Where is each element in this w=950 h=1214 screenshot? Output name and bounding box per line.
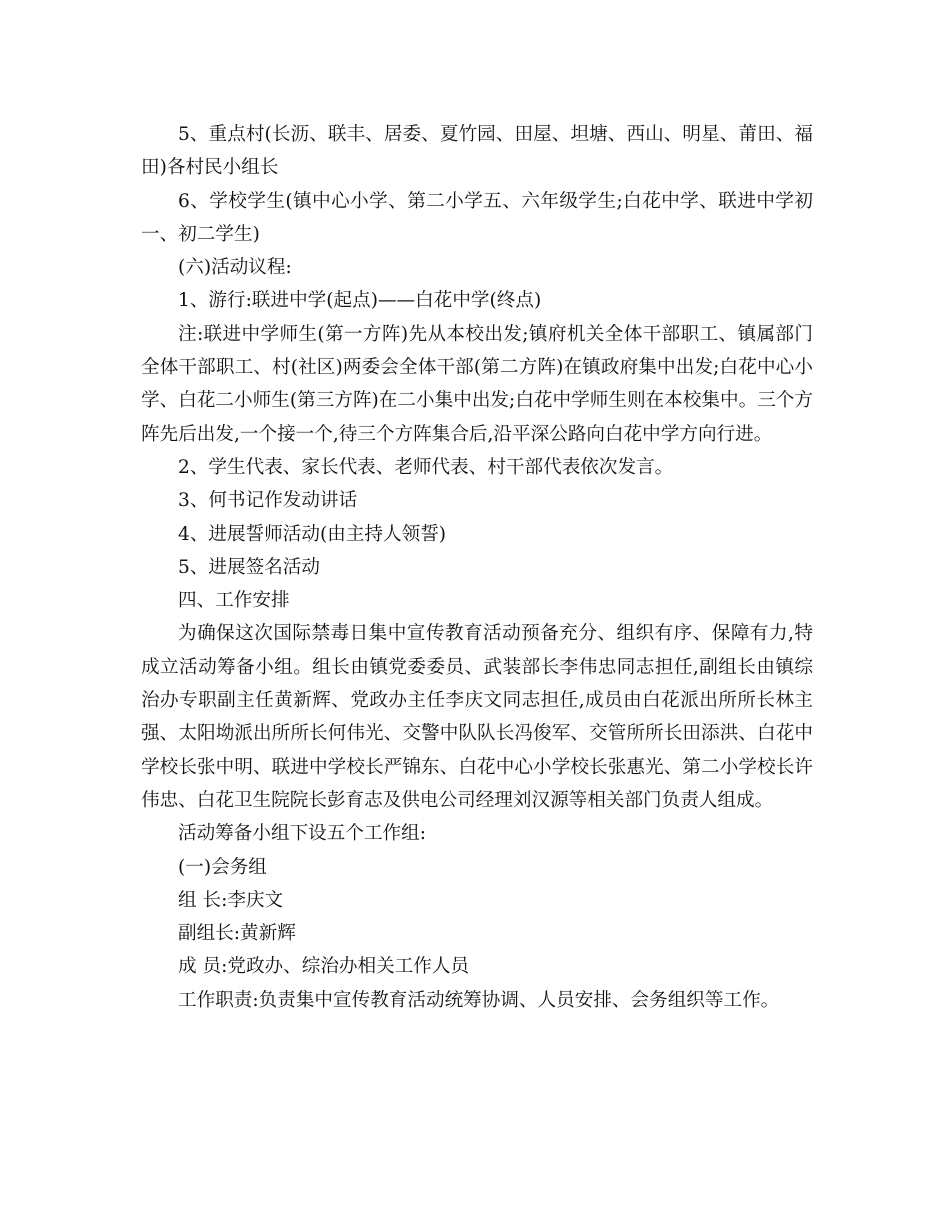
group-deputy-leader: 副组长:黄新辉 xyxy=(178,923,296,945)
paragraph-parade-note: 注:联进中学师生(第一方阵)先从本校出发;镇府机关全体干部职工、镇属部门全体干部职工、村(社区)两委会全体干部(第二方阵)在镇政府集中出发;白花中心小学、白花二小师生(第三方阵)在二小集中出发;白花中学师生则在本校集中。三个方阵先后出发,一个接一个,待三个方阵集合后,沿平深公路向白花中学方向行进。 xyxy=(141,323,813,445)
heading-activity-agenda: (六)活动议程: xyxy=(178,257,292,279)
heading-work-arrangement: 四、工作安排 xyxy=(178,590,290,612)
heading-conference-group: (一)会务组 xyxy=(178,856,267,878)
agenda-item-parade: 1、游行:联进中学(起点)——白花中学(终点) xyxy=(178,290,542,312)
paragraph-school-students: 6、学校学生(镇中心小学、第二小学五、六年级学生;白花中学、联进中学初一、初二学生) xyxy=(141,190,813,245)
document-body xyxy=(141,118,813,1017)
agenda-item-speeches: 2、学生代表、家长代表、老师代表、村干部代表依次发言。 xyxy=(178,456,674,478)
paragraph-preparation-team: 为确保这次国际禁毒日集中宣传教育活动预备充分、组织有序、保障有力,特成立活动筹备小组。组长由镇党委委员、武装部长李伟忠同志担任,副组长由镇综治办专职副主任黄新辉、党政办主任李庆文同志担任,成员由白花派出所所长林主强、太阳坳派出所所长何伟光、交警中队队长冯俊军、交管所所长田添洪、白花中学校长张中明、联进中学校长严锦东、白花中心小学校长张惠光、第二小学校长许伟忠、白花卫生院院长彭育志及供电公司经理刘汉源等相关部门负责人组成。 xyxy=(141,623,813,811)
group-leader: 组 长:李庆文 xyxy=(178,889,284,911)
agenda-item-signing: 5、进展签名活动 xyxy=(178,556,320,578)
group-duties: 工作职责:负责集中宣传教育活动统筹协调、人员安排、会务组织等工作。 xyxy=(178,989,780,1011)
paragraph-village-leaders: 5、重点村(长沥、联丰、居委、夏竹园、田屋、坦塘、西山、明星、莆田、福田)各村民小组长 xyxy=(141,124,813,179)
agenda-item-mobilization-speech: 3、何书记作发动讲话 xyxy=(178,490,358,512)
group-members: 成 员:党政办、综治办相关工作人员 xyxy=(178,956,470,978)
paragraph-work-groups: 活动筹备小组下设五个工作组: xyxy=(178,823,426,845)
agenda-item-oath: 4、进展誓师活动(由主持人领誓) xyxy=(178,523,447,545)
